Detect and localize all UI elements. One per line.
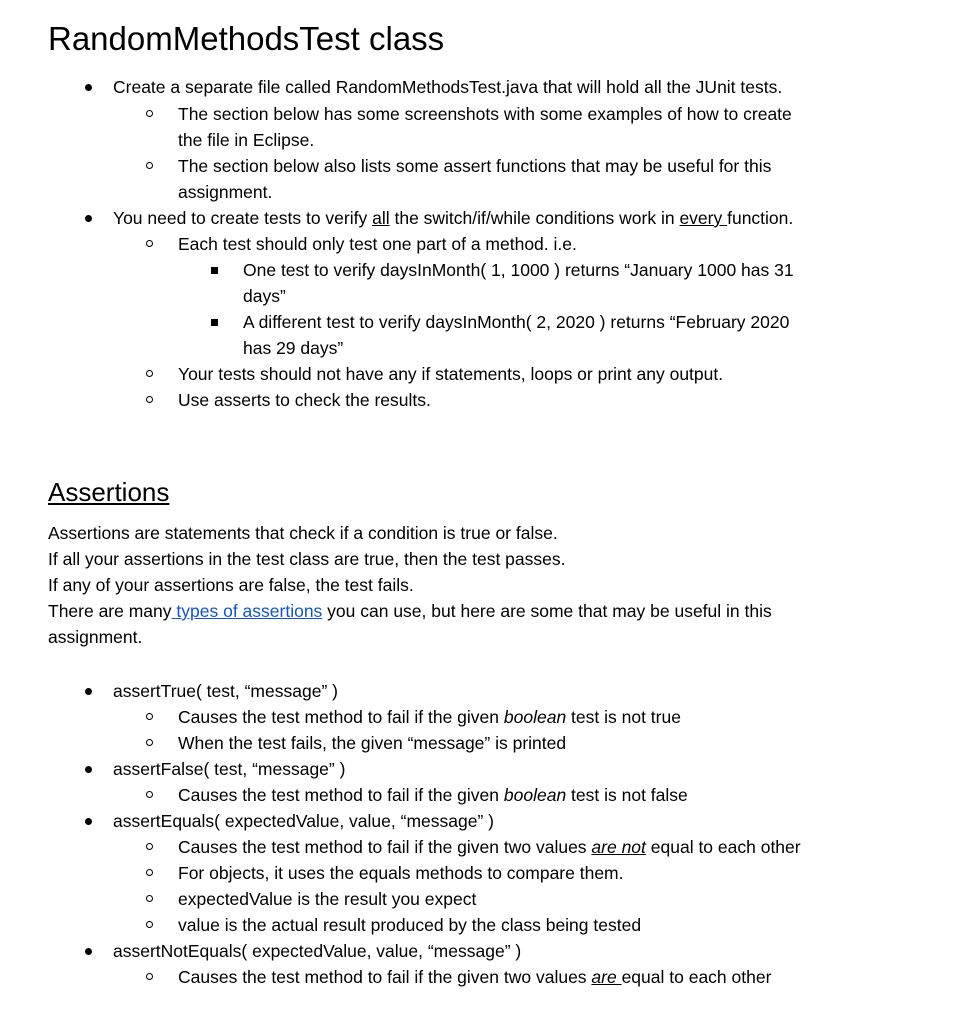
assert-false-signature: assertFalse( test, “message” ) xyxy=(113,759,346,779)
example2-line1: A different test to verify daysInMonth( 2, 2020 ) returns “February 2020 xyxy=(243,312,790,332)
bullet-circle xyxy=(146,869,153,876)
assert-not-equals-signature: assertNotEquals( expectedValue, value, “message” ) xyxy=(113,941,522,961)
assert-true-desc-2: When the test fails, the given “message” is printed xyxy=(178,733,567,753)
bullet-circle xyxy=(146,110,153,117)
screenshots-note-line2: the file in Eclipse. xyxy=(178,130,315,150)
create-file-text: Create a separate file called RandomMethodsTest.java that will hold all the JUnit tests. xyxy=(113,77,783,97)
bullet-circle xyxy=(146,895,153,902)
desc-text: Causes the test method to fail if the given two values xyxy=(178,967,592,987)
types-of-assertions-link[interactable]: types of assertions xyxy=(171,601,323,621)
assertions-heading: Assertions xyxy=(48,477,170,507)
assert-equals-desc-1 xyxy=(178,834,801,860)
bullet-square xyxy=(211,267,218,274)
assert-false-desc-1 xyxy=(178,782,688,808)
desc-emphasis: are not xyxy=(591,837,646,857)
bullet-square xyxy=(211,319,218,326)
page-title: RandomMethodsTest class xyxy=(48,20,445,57)
assertions-paragraph-5: assignment. xyxy=(48,627,143,647)
desc-text: equal to each other xyxy=(621,967,772,987)
bullet-disc xyxy=(85,948,92,955)
assert-equals-signature: assertEquals( expectedValue, value, “message” ) xyxy=(113,811,494,831)
bullet-disc xyxy=(85,818,92,825)
example1-line1: One test to verify daysInMonth( 1, 1000 ) returns “January 1000 has 31 xyxy=(243,260,794,280)
desc-text: Causes the test method to fail if the given xyxy=(178,785,504,805)
bullet-circle xyxy=(146,973,153,980)
assertions-paragraph-1: Assertions are statements that check if a condition is true or false. xyxy=(48,523,558,543)
bullet-circle xyxy=(146,240,153,247)
example1-line2: days” xyxy=(243,286,286,306)
assert-equals-desc-3: expectedValue is the result you expect xyxy=(178,889,477,909)
bullet-circle xyxy=(146,713,153,720)
desc-emphasis: boolean xyxy=(503,785,567,805)
p4-pre: There are many xyxy=(48,601,172,621)
verify-post: function. xyxy=(727,208,794,228)
bullet-circle xyxy=(146,396,153,403)
desc-emphasis: boolean xyxy=(503,707,567,727)
bullet-disc xyxy=(85,84,92,91)
one-part-text: Each test should only test one part of a method. i.e. xyxy=(178,234,577,254)
bullet-circle xyxy=(146,791,153,798)
assertions-paragraph-3: If any of your assertions are false, the test fails. xyxy=(48,575,414,595)
bullet-circle xyxy=(146,739,153,746)
example2-line2: has 29 days” xyxy=(243,338,344,358)
verify-pre: You need to create tests to verify xyxy=(113,208,373,228)
bullet-disc xyxy=(85,688,92,695)
asserts-note-line2: assignment. xyxy=(178,182,273,202)
assertions-paragraph-2: If all your assertions in the test class are true, then the test passes. xyxy=(48,549,566,569)
verify-every: every xyxy=(679,208,728,228)
screenshots-note-line1: The section below has some screenshots with some examples of how to create xyxy=(178,104,792,124)
bullet-circle xyxy=(146,843,153,850)
desc-text: test is not false xyxy=(566,785,688,805)
desc-text: test is not true xyxy=(566,707,681,727)
verify-conditions-text xyxy=(113,205,793,231)
desc-emphasis: are xyxy=(591,967,622,987)
verify-all: all xyxy=(372,208,390,228)
bullet-circle xyxy=(146,921,153,928)
asserts-note-line1: The section below also lists some assert functions that may be useful for this xyxy=(178,156,772,176)
assert-not-equals-desc-1 xyxy=(178,964,771,990)
no-if-text: Your tests should not have any if statements, loops or print any output. xyxy=(178,364,724,384)
desc-text: Causes the test method to fail if the given two values xyxy=(178,837,592,857)
bullet-disc xyxy=(85,766,92,773)
assert-equals-desc-4: value is the actual result produced by the class being tested xyxy=(178,915,642,935)
bullet-circle xyxy=(146,370,153,377)
desc-text: Causes the test method to fail if the given xyxy=(178,707,504,727)
verify-mid: the switch/if/while conditions work in xyxy=(389,208,680,228)
assert-equals-desc-2: For objects, it uses the equals methods to compare them. xyxy=(178,863,624,883)
p4-post: you can use, but here are some that may be useful in this xyxy=(322,601,772,621)
assert-true-desc-1 xyxy=(178,704,681,730)
use-asserts-text: Use asserts to check the results. xyxy=(178,390,431,410)
assertions-paragraph-4 xyxy=(48,598,772,624)
desc-text: equal to each other xyxy=(645,837,801,857)
bullet-disc xyxy=(85,215,92,222)
assert-true-signature: assertTrue( test, “message” ) xyxy=(113,681,338,701)
bullet-circle xyxy=(146,162,153,169)
